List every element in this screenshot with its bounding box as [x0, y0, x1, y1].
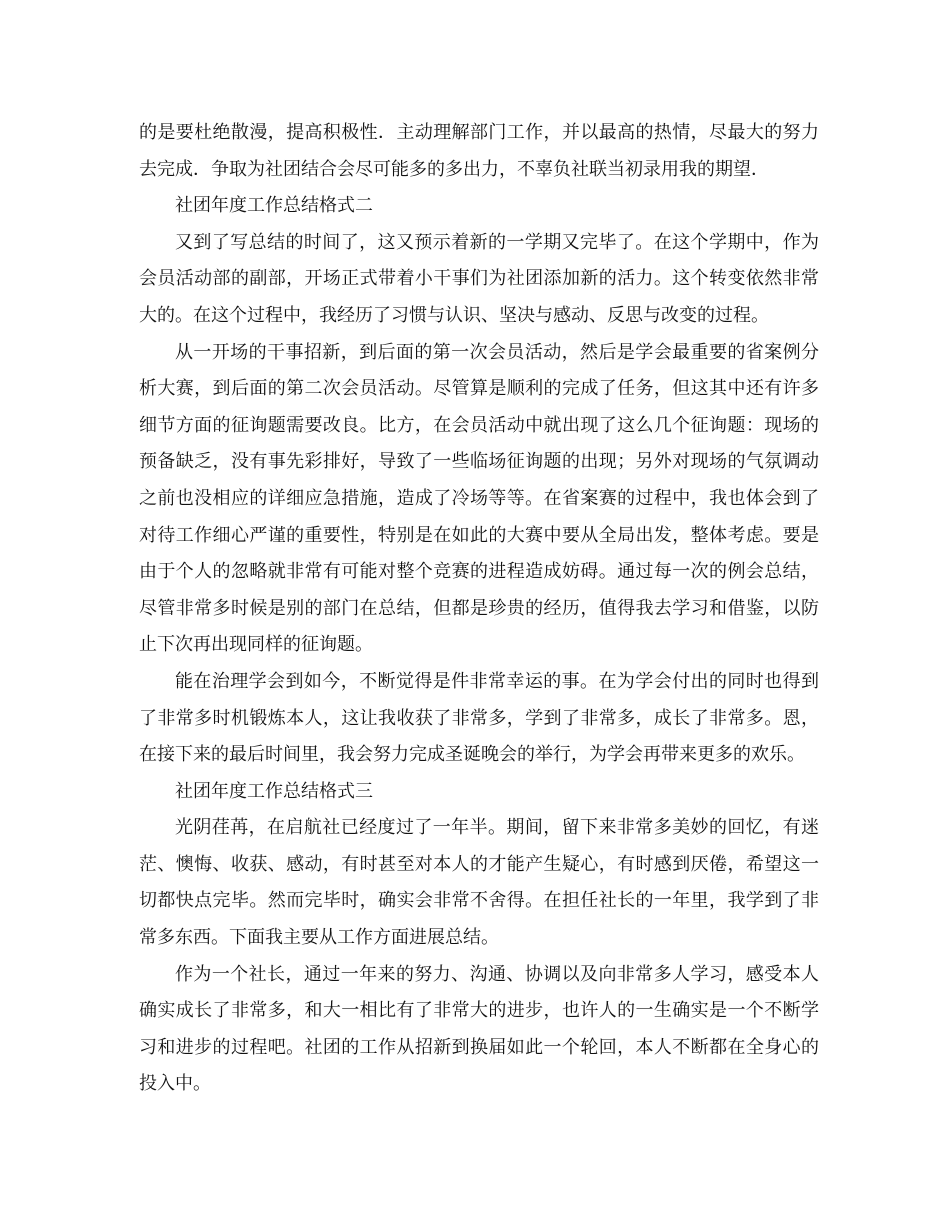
paragraph-continuation: 的是要杜绝散漫，提高积极性．主动理解部门工作，并以最高的热情，尽最大的努力去完成．争取为社团结合会尽可能多的多出力，不辜负社联当初录用我的期望．	[139, 122, 819, 180]
section-heading-format-three: 社团年度工作总结格式三	[175, 780, 373, 802]
paragraph: 又到了写总结的时间了，这又预示着新的一学期又完毕了。在这个学期中，作为会员活动部的副部，开场正式带着小干事们为社团添加新的活力。这个转变依然非常大的。在这个过程中，我经历了习惯与认识、坚决与感动、反思与改变的过程。	[139, 231, 819, 326]
paragraph: 光阴荏苒，在启航社已经度过了一年半。期间，留下来非常多美妙的回忆，有迷茫、懊悔、收获、感动，有时甚至对本人的才能产生疑心，有时感到厌倦，希望这一切都快点完毕。然而完毕时，确实会非常不舍得。在担任社长的一年里，我学到了非常多东西。下面我主要从工作方面进展总结。	[139, 817, 819, 949]
section-heading-format-two: 社团年度工作总结格式二	[175, 195, 373, 217]
paragraph: 作为一个社长，通过一年来的努力、沟通、协调以及向非常多人学习，感受本人确实成长了非常多，和大一相比有了非常大的进步，也许人的一生确实是一个不断学习和进步的过程吧。社团的工作从招新到换届如此一个轮回，本人不断都在全身心的投入中。	[139, 963, 819, 1095]
paragraph: 能在治理学会到如今，不断觉得是件非常幸运的事。在为学会付出的同时也得到了非常多时机锻炼本人，这让我收获了非常多，学到了非常多，成长了非常多。恩，在接下来的最后时间里，我会努力完成圣诞晚会的举行，为学会再带来更多的欢乐。	[139, 670, 819, 766]
paragraph: 从一开场的干事招新，到后面的第一次会员活动，然后是学会最重要的省案例分析大赛，到后面的第二次会员活动。尽管算是顺利的完成了任务，但这其中还有许多细节方面的征询题需要改良。比方，在会员活动中就出现了这么几个征询题：现场的预备缺乏，没有事先彩排好，导致了一些临场征询题的出现；另外对现场的气氛调动之前也没相应的详细应急措施，造成了冷场等等。在省案赛的过程中，我也体会到了对待工作细心严谨的重要性，特别是在如此的大赛中要从全局出发，整体考虑。要是由于个人的忽略就非常有可能对整个竞赛的进程造成妨碍。通过每一次的例会总结，尽管非常多时候是别的部门在总结，但都是珍贵的经历，值得我去学习和借鉴，以防止下次再出现同样的征询题。	[139, 341, 819, 656]
document-body	[139, 115, 819, 1103]
